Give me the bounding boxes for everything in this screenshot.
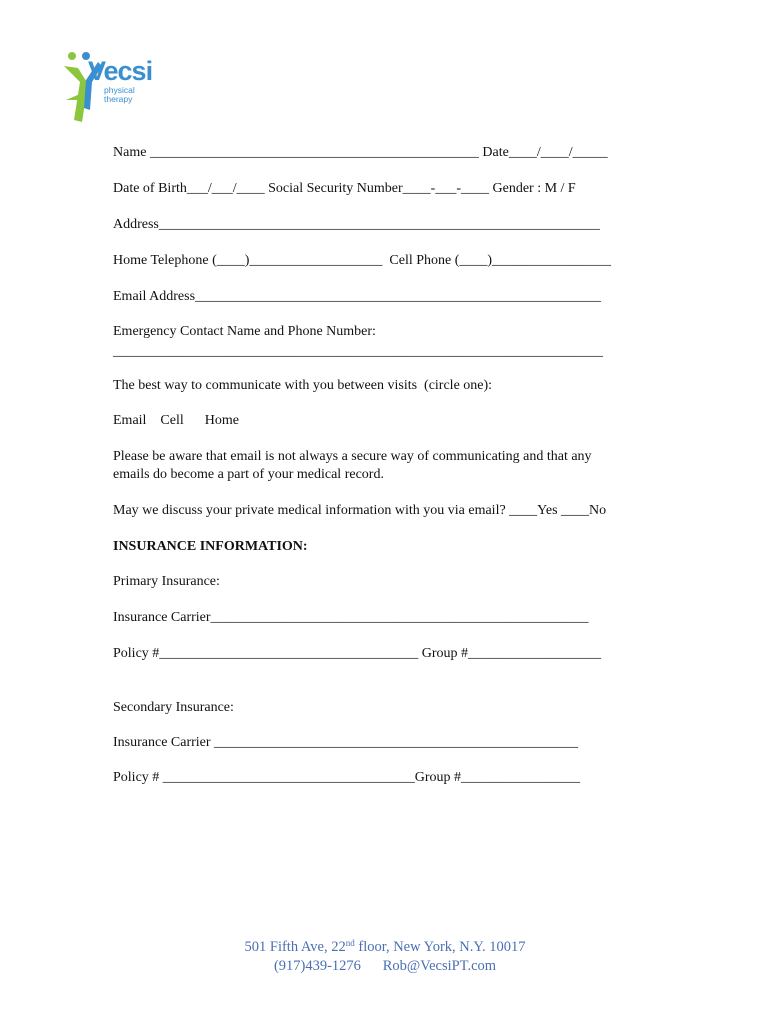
footer-address — [0, 938, 770, 956]
email-warning-line-1: Please be aware that email is not always a secure way of communicating and that any — [113, 449, 592, 464]
insurance-heading: INSURANCE INFORMATION: — [113, 539, 308, 554]
email-warning-line-2: emails do become a part of your medical record. — [113, 467, 384, 482]
communication-question: The best way to communicate with you between visits (circle one): — [113, 378, 493, 393]
phone-line: Home Telephone (____)___________________ Cell Phone (____)_________________ — [113, 253, 612, 268]
footer-email: Rob@VecsiPT.com — [382, 958, 497, 974]
footer-address-pre: 501 Fifth Ave, 22 — [244, 939, 346, 955]
footer-address-sup: nd — [345, 938, 355, 948]
address-line: Address_______________________________________________________________ — [113, 217, 600, 232]
secondary-insurance-label: Secondary Insurance: — [113, 700, 234, 715]
emergency-contact-blank: ______________________________________________________________________ — [113, 344, 603, 359]
footer-phone: (917)439-1276 — [273, 958, 361, 974]
primary-carrier-line: Insurance Carrier______________________________________________________ — [113, 610, 589, 625]
communication-options: Email Cell Home — [113, 413, 239, 428]
logo-sub-therapy: therapy — [104, 94, 133, 104]
footer-contact — [0, 958, 770, 975]
dob-ssn-gender-line: Date of Birth___/___/____ Social Security Number____-___-____ Gender : M / F — [113, 181, 576, 196]
logo-wordmark: Vecsi — [88, 56, 153, 86]
secondary-policy-group-line: Policy # ____________________________________Group #_________________ — [113, 770, 581, 785]
email-consent-question: May we discuss your private medical information with you via email? ____Yes ____No — [113, 503, 607, 518]
name-date-line: Name _______________________________________________ Date____/____/_____ — [113, 145, 608, 160]
logo-sub-physical: physical — [104, 85, 135, 95]
primary-insurance-label: Primary Insurance: — [113, 574, 220, 589]
secondary-carrier-line: Insurance Carrier ____________________________________________________ — [113, 735, 579, 750]
emergency-contact-label: Emergency Contact Name and Phone Number: — [113, 324, 376, 339]
primary-policy-group-line: Policy #_____________________________________ Group #___________________ — [113, 646, 602, 661]
footer-address-post: floor, New York, N.Y. 10017 — [354, 939, 526, 955]
email-address-line: Email Address__________________________________________________________ — [113, 289, 602, 304]
